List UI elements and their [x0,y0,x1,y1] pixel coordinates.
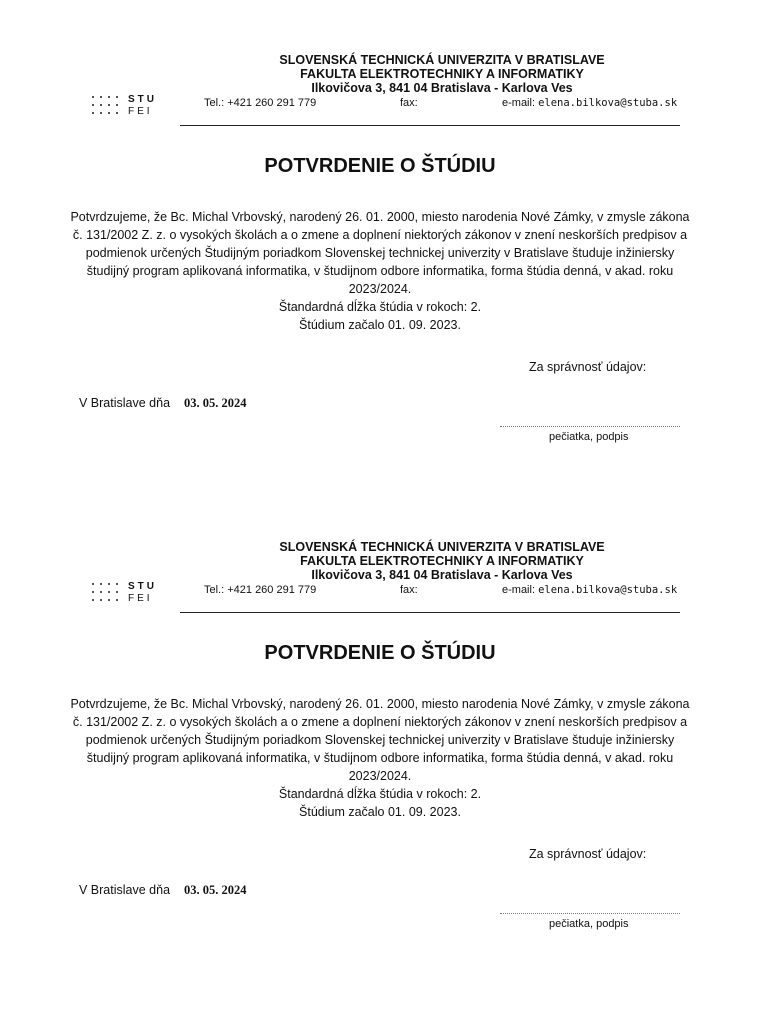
stu-fei-logo [90,581,170,605]
study-start: Štúdium začalo 01. 09. 2023. [299,805,461,819]
place-date [79,395,247,411]
logo-fei-text: FEI [128,106,153,117]
confirmation-paragraph: Potvrdzujeme, že Bc. Michal Vrbovský, narodený 26. 01. 2000, miesto narodenia Nové Zámky, v zmysle zákona č. 131/2002 Z. z. o vysokých školách a o zmene a doplnení niektorých zákonov v znení neskorších predpisov a podmienok určených Študijným poriadkom Slovenskej technickej univerzity v Bratislave študuje inžiniersky študijný program aplikovaná informatika, v študijnom odbore informatika, forma štúdia denná, v akad. roku 2023/2024. [70,697,690,783]
signature-line [500,426,680,427]
email-contact [502,584,677,597]
dot-grid-icon [90,581,126,605]
correctness-label: Za správnosť údajov: [529,360,647,374]
study-duration: Štandardná dĺžka štúdia v rokoch: 2. [278,300,482,314]
document-title: POTVRDENIE O ŠTÚDIU [264,155,496,177]
email-label: e-mail: [502,584,539,596]
header-divider [180,612,680,613]
stu-fei-logo [90,94,170,118]
fax-label: fax: [400,584,418,596]
signature-label: pečiatka, podpis [549,918,629,930]
study-start: Štúdium začalo 01. 09. 2023. [299,318,461,332]
place-date [79,882,247,898]
confirmation-copy-1 [0,0,768,488]
letterhead [180,540,704,582]
email-label: e-mail: [502,97,539,109]
place-label: V Bratislave dňa [79,396,171,410]
faculty-name: FAKULTA ELEKTROTECHNIKY A INFORMATIKY [300,67,584,81]
address: Ilkovičova 3, 841 04 Bratislava - Karlova Ves [311,568,573,582]
signature-label: pečiatka, podpis [549,431,629,443]
logo-stu-text: STU [128,581,157,592]
phone-number: Tel.: +421 260 291 779 [204,97,317,109]
logo-stu-text: STU [128,94,157,105]
logo-fei-text: FEI [128,593,153,604]
document-body [70,695,690,821]
signature-line [500,913,680,914]
confirmation-paragraph: Potvrdzujeme, že Bc. Michal Vrbovský, narodený 26. 01. 2000, miesto narodenia Nové Zámky, v zmysle zákona č. 131/2002 Z. z. o vysokých školách a o zmene a doplnení niektorých zákonov v znení neskorších predpisov a podmienok určených Študijným poriadkom Slovenskej technickej univerzity v Bratislave študuje inžiniersky študijný program aplikovaná informatika, v študijnom odbore informatika, forma štúdia denná, v akad. roku 2023/2024. [70,210,690,296]
document-title: POTVRDENIE O ŠTÚDIU [264,642,496,664]
issue-date: 03. 05. 2024 [184,883,247,897]
email-address: elena.bilkova@stuba.sk [538,97,678,109]
university-name: SLOVENSKÁ TECHNICKÁ UNIVERZITA V BRATISLAVE [279,53,605,67]
faculty-name: FAKULTA ELEKTROTECHNIKY A INFORMATIKY [300,554,584,568]
place-label: V Bratislave dňa [79,883,171,897]
dot-grid-icon [90,94,126,118]
issue-date: 03. 05. 2024 [184,396,247,410]
letterhead [180,53,704,95]
header-divider [180,125,680,126]
university-name: SLOVENSKÁ TECHNICKÁ UNIVERZITA V BRATISLAVE [279,540,605,554]
correctness-label: Za správnosť údajov: [529,847,647,861]
study-duration: Štandardná dĺžka štúdia v rokoch: 2. [278,787,482,801]
email-contact [502,97,677,110]
fax-label: fax: [400,97,418,109]
document-body [70,208,690,334]
email-address: elena.bilkova@stuba.sk [538,584,678,596]
confirmation-copy-2 [0,487,768,975]
phone-number: Tel.: +421 260 291 779 [204,584,317,596]
address: Ilkovičova 3, 841 04 Bratislava - Karlova Ves [311,81,573,95]
